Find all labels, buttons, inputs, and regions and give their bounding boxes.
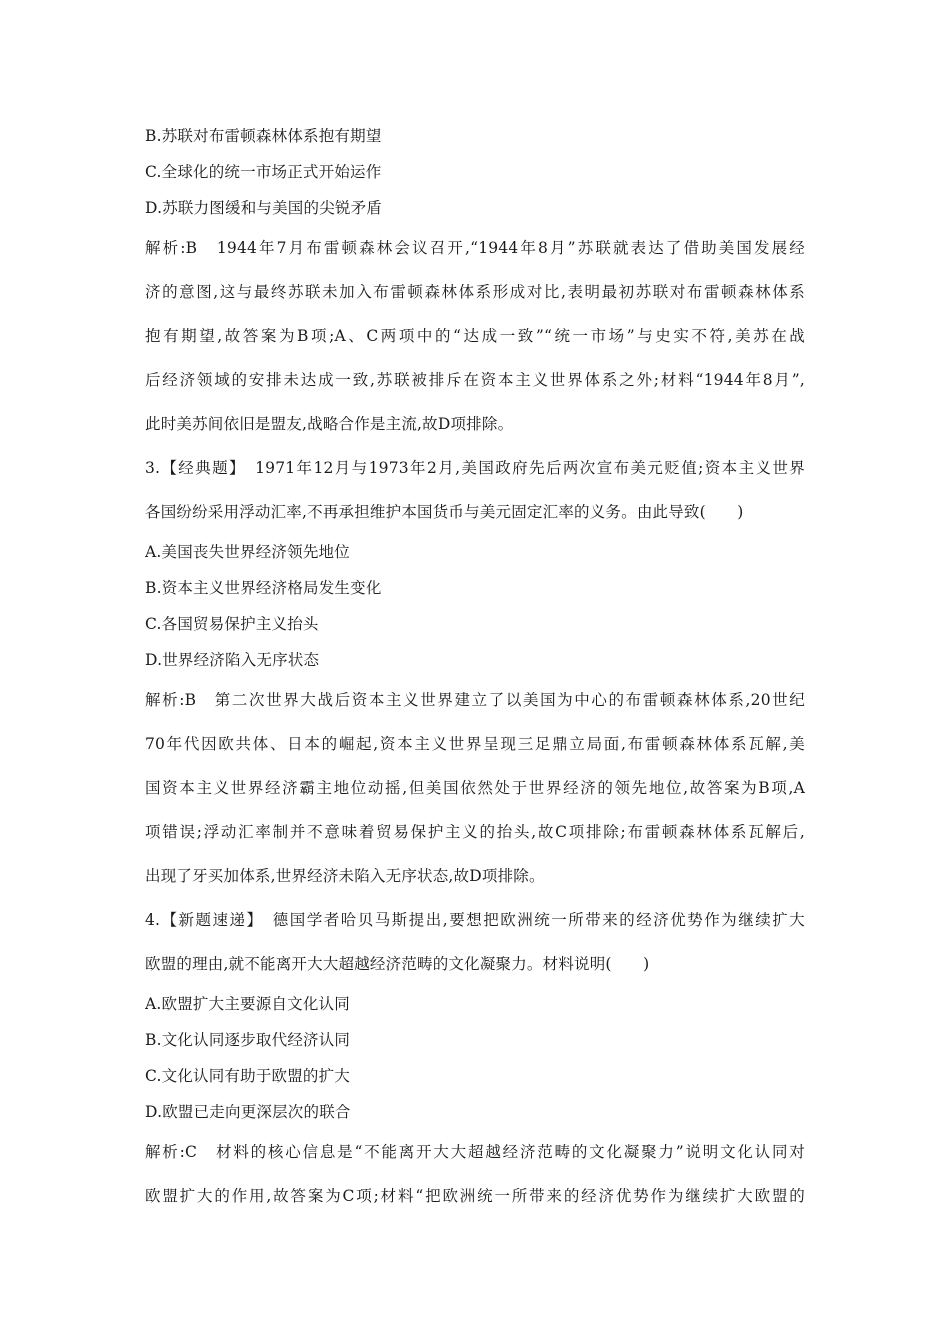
analysis-line: 解析:B 1944年7月布雷顿森林会议召开,“1944年8月”苏联就表达了借助美国发展经 [145,239,805,257]
question-3-stem [145,446,805,534]
option-c: C.各国贸易保护主义抬头 [145,615,319,633]
analysis-line: 国资本主义世界经济霸主地位动摇,但美国依然处于世界经济的领先地位,故答案为B项,A [145,779,805,797]
stem-line: 3.【经典题】 1971年12月与1973年2月,美国政府先后两次宣布美元贬值;资本主义世界 [145,459,805,477]
stem-line: 各国纷纷采用浮动汇率,不再承担维护本国货币与美元固定汇率的义务。由此导致( ) [145,503,744,521]
analysis-line: 抱有期望,故答案为B项;A、C两项中的“达成一致”“统一市场”与史实不符,美苏在战 [145,327,805,345]
question-4-analysis [145,1130,805,1218]
question-4-stem [145,898,805,986]
analysis-line: 70年代因欧共体、日本的崛起,资本主义世界呈现三足鼎立局面,布雷顿森林体系瓦解,美 [145,735,805,753]
option-b: B.文化认同逐步取代经济认同 [145,1031,351,1049]
question-3-options [145,534,805,678]
option-d: D.欧盟已走向更深层次的联合 [145,1103,351,1121]
stem-line: 欧盟的理由,就不能离开大大超越经济范畴的文化凝聚力。材料说明( ) [145,955,650,973]
option-a: A.美国丧失世界经济领先地位 [145,543,350,561]
analysis-line: 后经济领域的安排未达成一致,苏联被排斥在资本主义世界体系之外;材料“1944年8月”, [145,371,805,389]
option-b: B.资本主义世界经济格局发生变化 [145,579,382,597]
analysis-line: 欧盟扩大的作用,故答案为C项;材料“把欧洲统一所带来的经济优势作为继续扩大欧盟的 [145,1187,805,1205]
document-page [145,118,805,1218]
question-3-analysis [145,678,805,898]
question-2-analysis [145,226,805,446]
option-d: D.苏联力图缓和与美国的尖锐矛盾 [145,199,383,217]
question-2-options [145,118,805,226]
option-c: C.全球化的统一市场正式开始运作 [145,163,382,181]
analysis-line: 此时美苏间依旧是盟友,战略合作是主流,故D项排除。 [145,415,514,433]
analysis-line: 解析:C 材料的核心信息是“不能离开大大超越经济范畴的文化凝聚力”说明文化认同对 [145,1143,805,1161]
option-d: D.世界经济陷入无序状态 [145,651,320,669]
analysis-line: 解析:B 第二次世界大战后资本主义世界建立了以美国为中心的布雷顿森林体系,20世纪 [145,691,805,709]
option-a: A.欧盟扩大主要源自文化认同 [145,995,350,1013]
analysis-line: 出现了牙买加体系,世界经济未陷入无序状态,故D项排除。 [145,867,545,885]
question-4-options [145,986,805,1130]
option-b: B.苏联对布雷顿森林体系抱有期望 [145,127,382,145]
stem-line: 4.【新题速递】 德国学者哈贝马斯提出,要想把欧洲统一所带来的经济优势作为继续扩大 [145,911,805,929]
analysis-line: 项错误;浮动汇率制并不意味着贸易保护主义的抬头,故C项排除;布雷顿森林体系瓦解后, [145,823,805,841]
option-c: C.文化认同有助于欧盟的扩大 [145,1067,351,1085]
analysis-line: 济的意图,这与最终苏联未加入布雷顿森林体系形成对比,表明最初苏联对布雷顿森林体系 [145,283,805,301]
